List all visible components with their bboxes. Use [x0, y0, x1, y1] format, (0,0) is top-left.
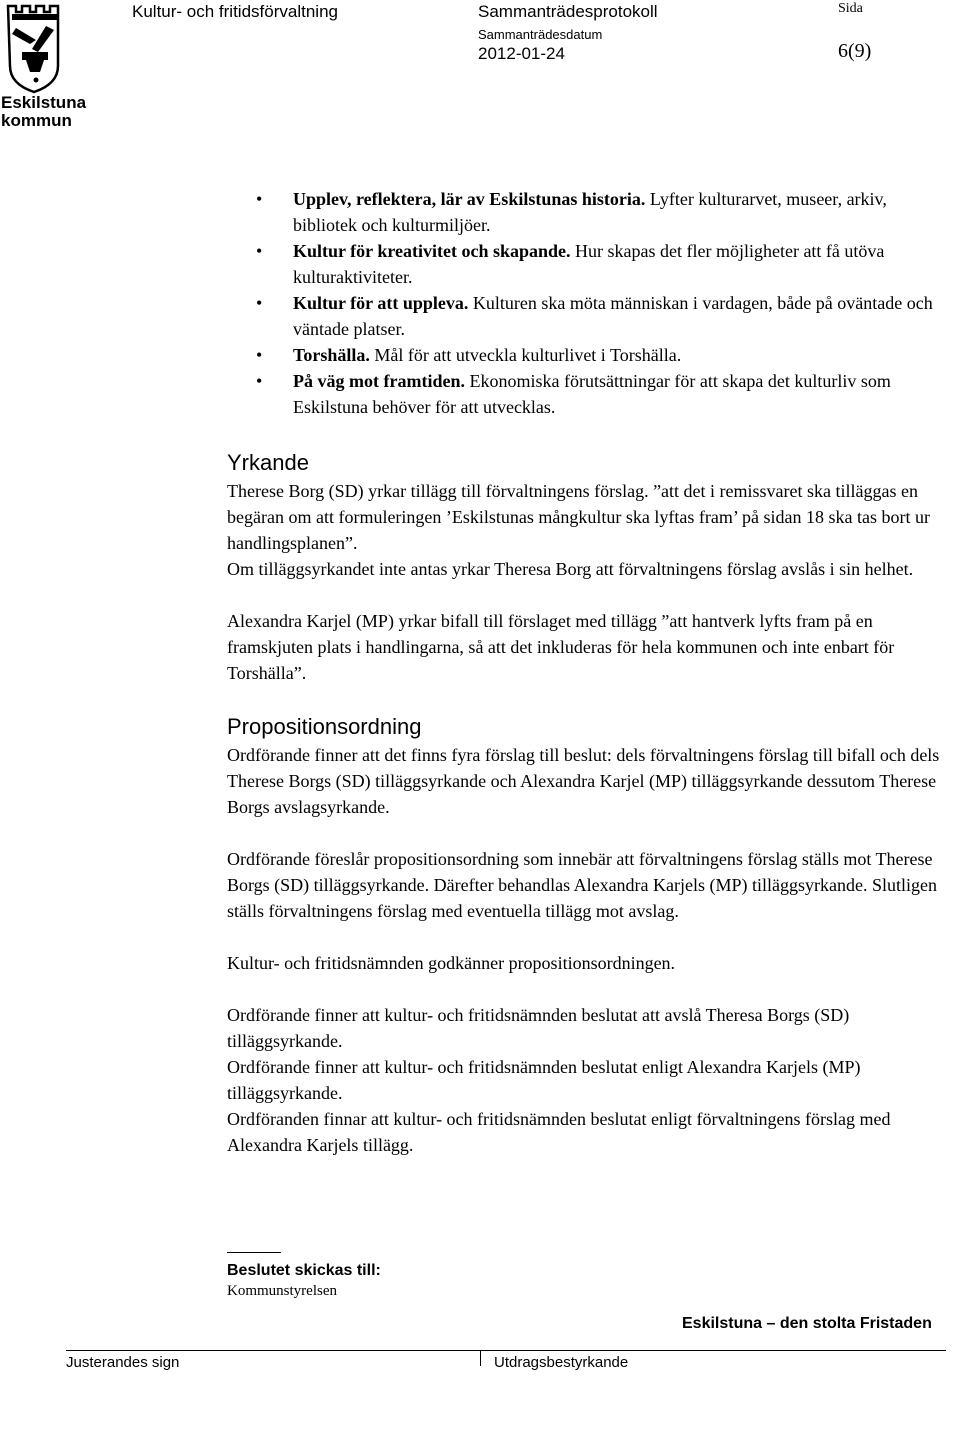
proposition-paragraph-3: Kultur- och fritidsnämnden godkänner propositionsordningen. — [227, 953, 676, 973]
utdragsbestyrkande-label: Utdragsbestyrkande — [494, 1354, 629, 1371]
propositionsordning-heading: Propositionsordning — [227, 714, 422, 739]
list-item: • Torshälla. Mål för att utveckla kulturlivet i Torshälla. — [256, 342, 946, 368]
list-item: • Upplev, reflektera, lär av Eskilstunas historia. Lyfter kulturarvet, museer, arkiv, bibliotek och kulturmiljöer. — [256, 186, 946, 238]
list-item: • På väg mot framtiden. Ekonomiska förutsättningar för att skapa det kulturliv som Eskilstuna behöver för att utvecklas. — [256, 368, 946, 420]
bullet-icon: • — [256, 345, 263, 365]
bullet-icon: • — [256, 241, 263, 261]
list-item: • Kultur för att uppleva. Kulturen ska möta människan i vardagen, både på oväntade och väntade platser. — [256, 290, 946, 342]
distribution-recipient: Kommunstyrelsen — [227, 1283, 337, 1299]
svg-text:Eskilstuna: Eskilstuna — [1, 93, 87, 112]
bullet-icon: • — [256, 371, 263, 391]
proposition-paragraph-5: Ordförande finner att kultur- och fritidsnämnden beslutat enligt Alexandra Karjels (MP) tilläggsyrkande. — [227, 1057, 861, 1103]
list-item: • Kultur för kreativitet och skapande. Hur skapas det fler möjligheter att få utöva kulturaktiviteter. — [256, 238, 946, 290]
page-number: 6(9) — [838, 40, 872, 62]
distribution-rule — [227, 1252, 281, 1253]
footer-divider — [66, 1350, 946, 1351]
municipality-slogan: Eskilstuna – den stolta Fristaden — [682, 1315, 932, 1332]
yrkande-heading: Yrkande — [227, 450, 309, 475]
yrkande-paragraph-2: Om tilläggsyrkandet inte antas yrkar Theresa Borg att förvaltningens förslag avslås i sin helhet. — [227, 559, 914, 579]
bullet-icon: • — [256, 293, 263, 313]
bullet-icon: • — [256, 189, 263, 209]
document-body — [227, 448, 947, 1158]
proposition-paragraph-2: Ordförande föreslår propositionsordning som innebär att förvaltningens förslag ställs mot Therese Borgs (SD) tilläggsyrkande. Därefter behandlas Alexandra Karjels (MP) tilläggsyrkande. Slutligen ställs förvaltningens förslag med eventuella tillägg mot avslag. — [227, 849, 937, 921]
yrkande-paragraph-3: Alexandra Karjel (MP) yrkar bifall till förslaget med tillägg ”att hantverk lyfts fram på en framskjuten plats i handlingarna, så att det inkluderas för hela kommunen och inte enbart för Torshälla”. — [227, 611, 895, 683]
meeting-date-label: Sammanträdesdatum — [478, 27, 603, 42]
proposition-paragraph-4: Ordförande finner att kultur- och fritidsnämnden beslutat att avslå Theresa Borgs (SD) tilläggsyrkande. — [227, 1005, 850, 1051]
page-label: Sida — [838, 1, 863, 16]
department-name: Kultur- och fritidsförvaltning — [132, 2, 338, 21]
proposition-paragraph-6: Ordföranden finnar att kultur- och fritidsnämnden beslutat enligt förvaltningens förslag med Alexandra Karjels tillägg. — [227, 1109, 891, 1155]
municipality-logo — [0, 0, 87, 130]
footer-divider-tick — [480, 1350, 481, 1366]
svg-text:kommun: kommun — [1, 111, 72, 130]
justerandes-sign-label: Justerandes sign — [66, 1354, 180, 1371]
coat-of-arms-icon — [0, 0, 87, 130]
distribution-label: Beslutet skickas till: — [227, 1262, 381, 1279]
meeting-date: 2012-01-24 — [478, 44, 565, 63]
goal-list — [256, 186, 946, 420]
document-type: Sammanträdesprotokoll — [478, 2, 658, 21]
proposition-paragraph-1: Ordförande finner att det finns fyra förslag till beslut: dels förvaltningens förslag till bifall och dels Therese Borgs (SD) tilläggsyrkande och Alexandra Karjel (MP) tilläggsyrkande dessutom Therese Borgs avslagsyrkande. — [227, 745, 940, 817]
yrkande-paragraph-1: Therese Borg (SD) yrkar tillägg till förvaltningens förslag. ”att det i remissvaret ska tilläggas en begäran om att formuleringen ’Eskilstunas mångkultur ska lyftas fram’ på sidan 18 ska tas bort ur handlingsplanen”. — [227, 481, 930, 553]
